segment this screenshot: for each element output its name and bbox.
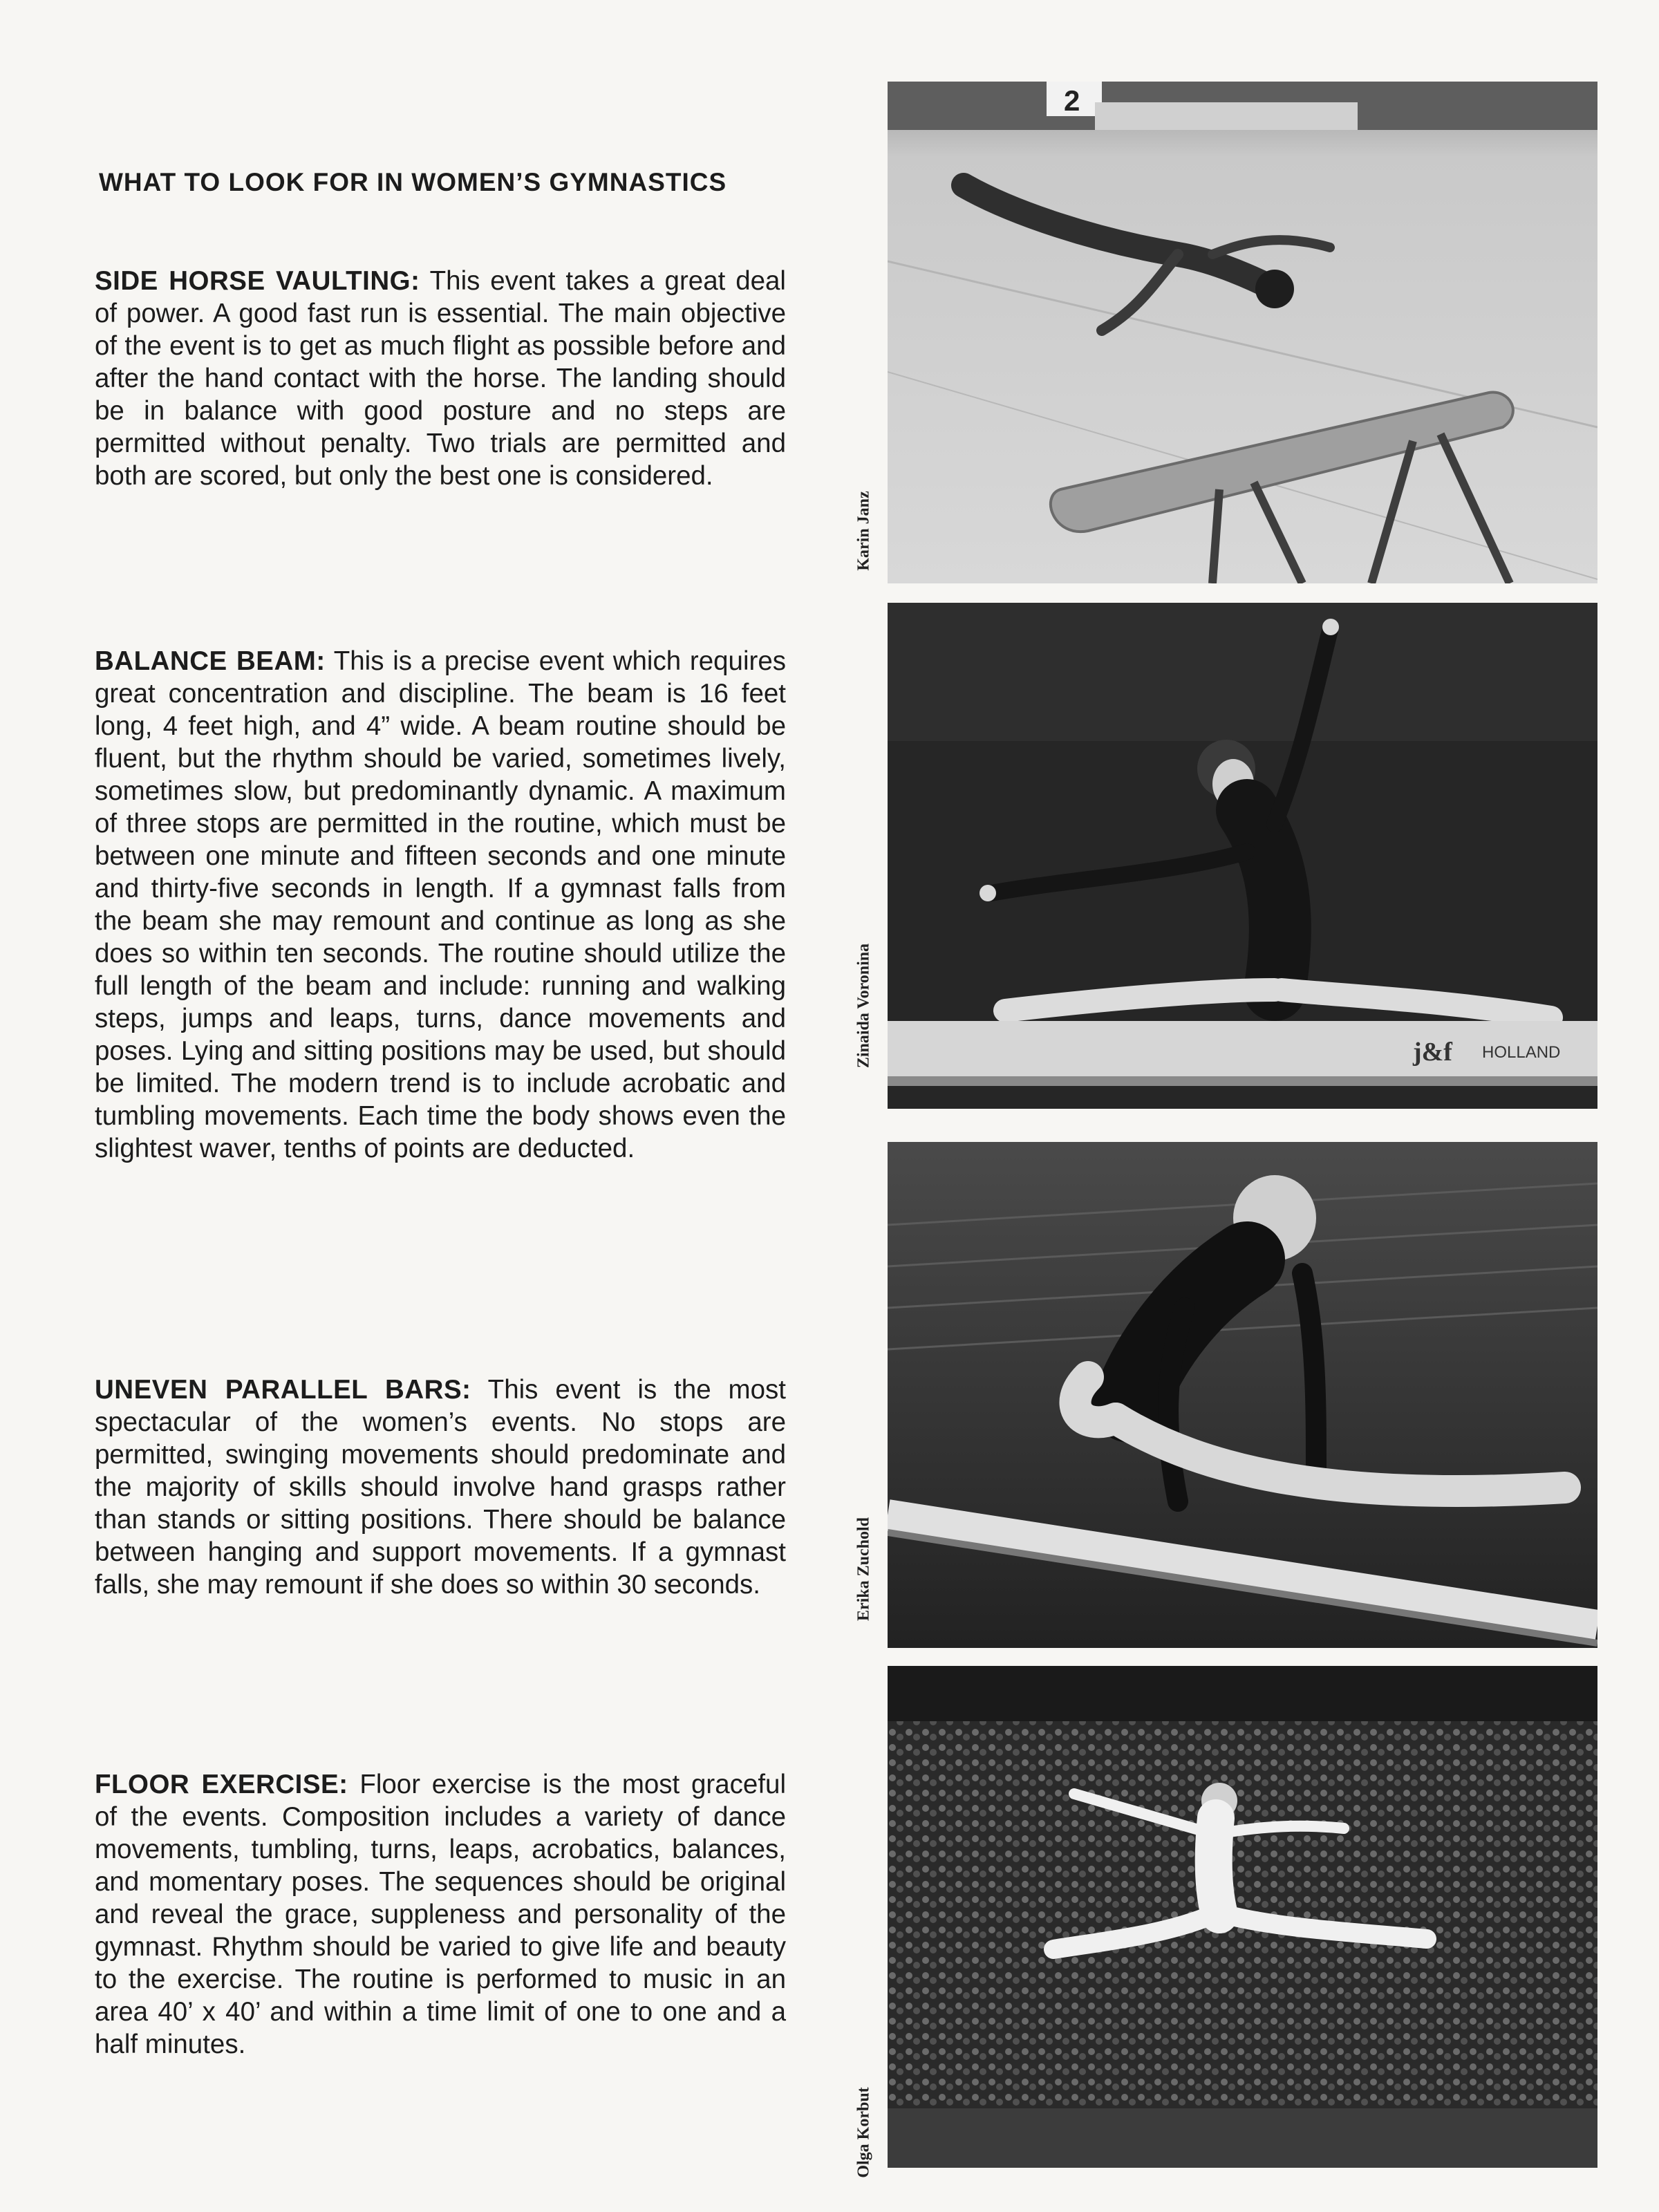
section-uneven-parallel-bars bbox=[95, 1374, 786, 1601]
section-text: This event takes a great deal of power. A good fast run is essential. The main objective of the event is to get as much flight as possible before and after the hand contact with the horse. The landing should be in balance with good posture and no steps are permitted without penalty. Two trials are permitted and both are scored, but only the best one is considered. bbox=[95, 266, 786, 491]
beam-logo: j&f bbox=[1413, 1038, 1452, 1067]
page-heading: WHAT TO LOOK FOR IN WOMEN’S GYMNASTICS bbox=[99, 168, 727, 196]
photo-karin-janz-vaulting bbox=[888, 82, 1597, 583]
section-label: BALANCE BEAM: bbox=[95, 646, 326, 676]
section-balance-beam bbox=[95, 645, 786, 1165]
photo-olga-korbut-floor bbox=[888, 1666, 1597, 2168]
section-label: UNEVEN PARALLEL BARS: bbox=[95, 1375, 471, 1405]
credit-text: Zinaida Voronina bbox=[854, 943, 873, 1069]
section-side-horse-vaulting bbox=[95, 265, 786, 492]
credit-text: Erika Zuchold bbox=[854, 1517, 873, 1622]
credit-text: Olga Korbut bbox=[854, 2087, 873, 2178]
section-floor-exercise bbox=[95, 1768, 786, 2061]
credit-text: Karin Janz bbox=[854, 491, 873, 571]
section-text: Floor exercise is the most graceful of the events. Composition includes a variety of dance movements, tumbling, turns, leaps, acrobatics, balances, and momentary poses. The sequences should be original and reveal the grace, suppleness and personality of the gymnast. Rhythm should be varied to give life and beauty to the exercise. The routine is performed to music in an area 40’ x 40’ and within a time limit of one to one and a half minutes. bbox=[95, 1770, 786, 2059]
section-label: SIDE HORSE VAULTING: bbox=[95, 266, 420, 296]
section-text: This event is the most spectacular of the women’s events. No stops are permitted, swinging movements should predominate and the majority of skills should involve hand grasps rather than stands or sitting positions. There should be balance between hanging and support movements. If a gymnast falls, she may remount if she does so within 30 seconds. bbox=[95, 1375, 786, 1600]
section-label: FLOOR EXERCISE: bbox=[95, 1770, 348, 1799]
section-text: This is a precise event which requires great concentration and discipline. The beam is 16 feet long, 4 feet high, and 4” wide. A beam routine should be fluent, but the rhythm should be varied, sometimes lively, sometimes slow, but predominantly dynamic. A maximum of three stops are permitted in the routine, which must be between one minute and fifteen seconds and one minute and thirty-five seconds in length. If a gymnast falls from the beam she may remount and continue as long as she does so within ten seconds. The routine should utilize the full length of the beam and include: running and walking steps, jumps and leaps, turns, dance movements and poses. Lying and sitting positions may be used, but should be limited. The modern trend is to include acrobatic and tumbling movements. Each time the body shows even the slightest waver, tenths of points are deducted. bbox=[95, 646, 786, 1163]
photo-zinaida-voronina-beam bbox=[888, 603, 1597, 1109]
photo-erika-zuchold-bars bbox=[888, 1142, 1597, 1648]
beam-text: HOLLAND bbox=[1482, 1043, 1561, 1062]
judge-sign-number: 2 bbox=[1064, 84, 1080, 117]
